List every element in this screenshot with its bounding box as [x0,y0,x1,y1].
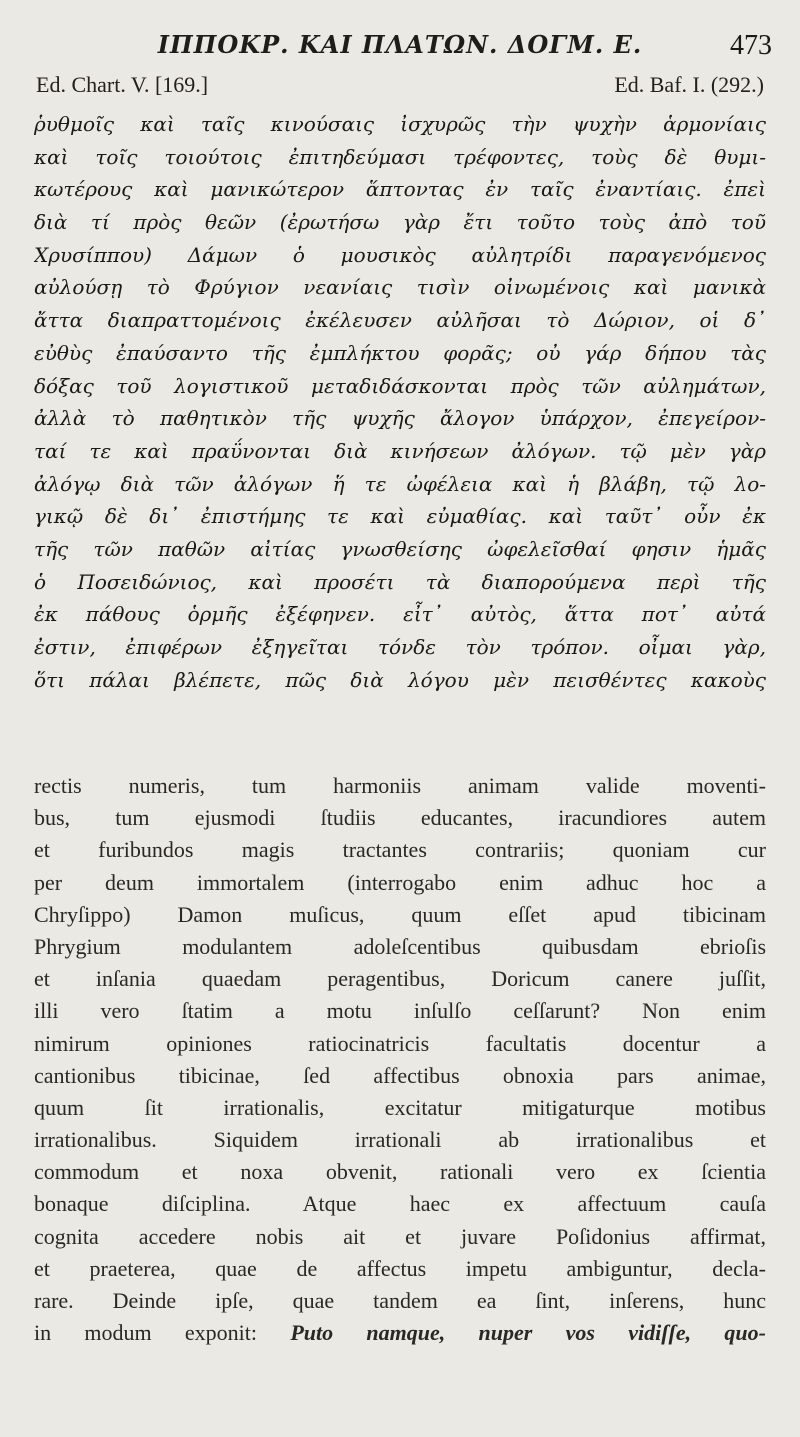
page-number: 473 [730,30,772,61]
latin-line: Chryſippo) Damon muſicus, quum eſſet apud tibicinam [34,901,766,927]
latin-text-block [34,770,766,1349]
greek-line: Χρυσίππου) Δάμων ὁ μουσικὸς αὐλητρίδι παραγενόμενος [34,242,766,267]
edition-chartier-reference: Ed. Chart. V. [169.] [36,72,209,97]
greek-text-block [34,108,766,696]
latin-line: commodum et noxa obvenit, rationali vero ex ſcientia [34,1159,766,1185]
running-head [0,22,800,62]
latin-line: nimirum opiniones ratiocinatricis facultatis docentur a [34,1030,766,1056]
latin-line: bus, tum ejusmodi ſtudiis educantes, iracundiores autem [34,805,766,831]
greek-line: ἄττα διαπραττομένοις ἐκέλευσεν αὐλῆσαι τὸ Δώριον, οἱ δ᾽ [34,308,766,333]
greek-line: ὁ Ποσειδώνιος, καὶ προσέτι τὰ διαπορούμενα περὶ τῆς [34,569,766,594]
greek-line: ἐστιν, ἐπιφέρων ἐξηγεῖται τόνδε τὸν τρόπον. οἶμαι γὰρ, [34,635,766,659]
latin-line: et inſania quaedam peragentibus, Doricum canere juſſit, [34,966,766,992]
latin-line: rare. Deinde ipſe, quae tandem ea ſint, inſerens, hunc [34,1288,766,1313]
latin-last-line-italic: Puto namque, nuper vos vidiſſe, quo- [290,1320,766,1346]
greek-line: ταί τε καὶ πραΰνονται διὰ κινήσεων ἀλόγων. τῷ μὲν γὰρ [34,438,766,463]
edition-basel-reference: Ed. Baf. I. (292.) [614,72,764,97]
edition-reference-line [36,72,764,102]
latin-line: irrationalibus. Siquidem irrationali ab irrationalibus et [34,1127,766,1153]
latin-last-line [34,1317,766,1349]
greek-line: διὰ τί πρὸς θεῶν (ἐρωτήσω γὰρ ἔτι τοῦτο τοὺς ἀπὸ τοῦ [34,210,766,235]
latin-line: cognita accedere nobis ait et juvare Poſidonius affirmat, [34,1223,766,1249]
running-title: ΙΠΠΟΚΡ. ΚΑΙ ΠΛΑΤΩΝ. ΔΟΓΜ. Ε. [157,30,643,59]
latin-line: Phrygium modulantem adoleſcentibus quibusdam ebrioſis [34,933,766,959]
greek-line: ἀλόγῳ διὰ τῶν ἀλόγων ἥ τε ὠφέλεια καὶ ἡ βλάβη, τῷ λο- [34,471,766,496]
greek-line: γικῷ δὲ δι᾽ ἐπιστήμης τε καὶ εὐμαθίας. καὶ ταῦτ᾽ οὖν ἐκ [34,504,766,529]
latin-line: et praeterea, quae de affectus impetu ambiguntur, decla- [34,1255,766,1281]
greek-line: αὐλούσῃ τὸ Φρύγιον νεανίαις τισὶν οἰνωμένοις καὶ μανικὰ [34,275,766,300]
latin-line: et furibundos magis tractantes contrariis; quoniam cur [34,837,766,863]
greek-line: καὶ τοῖς τοιούτοις ἐπιτηδεύμασι τρέφοντες, τοὺς δὲ θυμι- [34,144,766,169]
latin-line: bonaque diſciplina. Atque haec ex affectuum cauſa [34,1191,766,1217]
greek-line: ῥυθμοῖς καὶ ταῖς κινούσαις ἰσχυρῶς τὴν ψυχὴν ἁρμονίαις [34,112,766,136]
greek-line: ὅτι πάλαι βλέπετε, πῶς διὰ λόγου μὲν πεισθέντες κακοὺς [34,667,766,692]
latin-line: rectis numeris, tum harmoniis animam valide moventi- [34,773,766,798]
greek-line: ἀλλὰ τὸ παθητικὸν τῆς ψυχῆς ἄλογον ὑπάρχον, ἐπεγείρον- [34,406,766,431]
latin-line: cantionibus tibicinae, ſed affectibus obnoxia pars animae, [34,1062,766,1088]
greek-line: τῆς τῶν παθῶν αἰτίας γνωσθείσης ὠφελεῖσθαί φησιν ἡμᾶς [34,536,766,561]
greek-line: ἐκ πάθους ὁρμῆς ἐξέφηνεν. εἶτ᾽ αὐτὸς, ἅττα ποτ᾽ αὐτά [34,602,766,627]
latin-line: per deum immortalem (interrogabo enim adhuc hoc a [34,869,766,895]
greek-line: δόξας τοῦ λογιστικοῦ μεταδιδάσκονται πρὸς τῶν αὐλημάτων, [34,373,766,398]
greek-line: κωτέρους καὶ μανικώτερον ἅπτοντας ἐν ταῖς ἐναντίαις. ἐπεὶ [34,177,766,202]
latin-line: illi vero ſtatim a motu inſulſo ceſſarunt? Non enim [34,998,766,1024]
latin-line: quum ſit irrationalis, excitatur mitigaturque motibus [34,1094,766,1120]
latin-last-line-plain: in modum exponit: [34,1320,291,1346]
greek-line: εὐθὺς ἐπαύσαντο τῆς ἐμπλήκτου φορᾶς; οὐ γάρ δήπου τὰς [34,340,766,365]
